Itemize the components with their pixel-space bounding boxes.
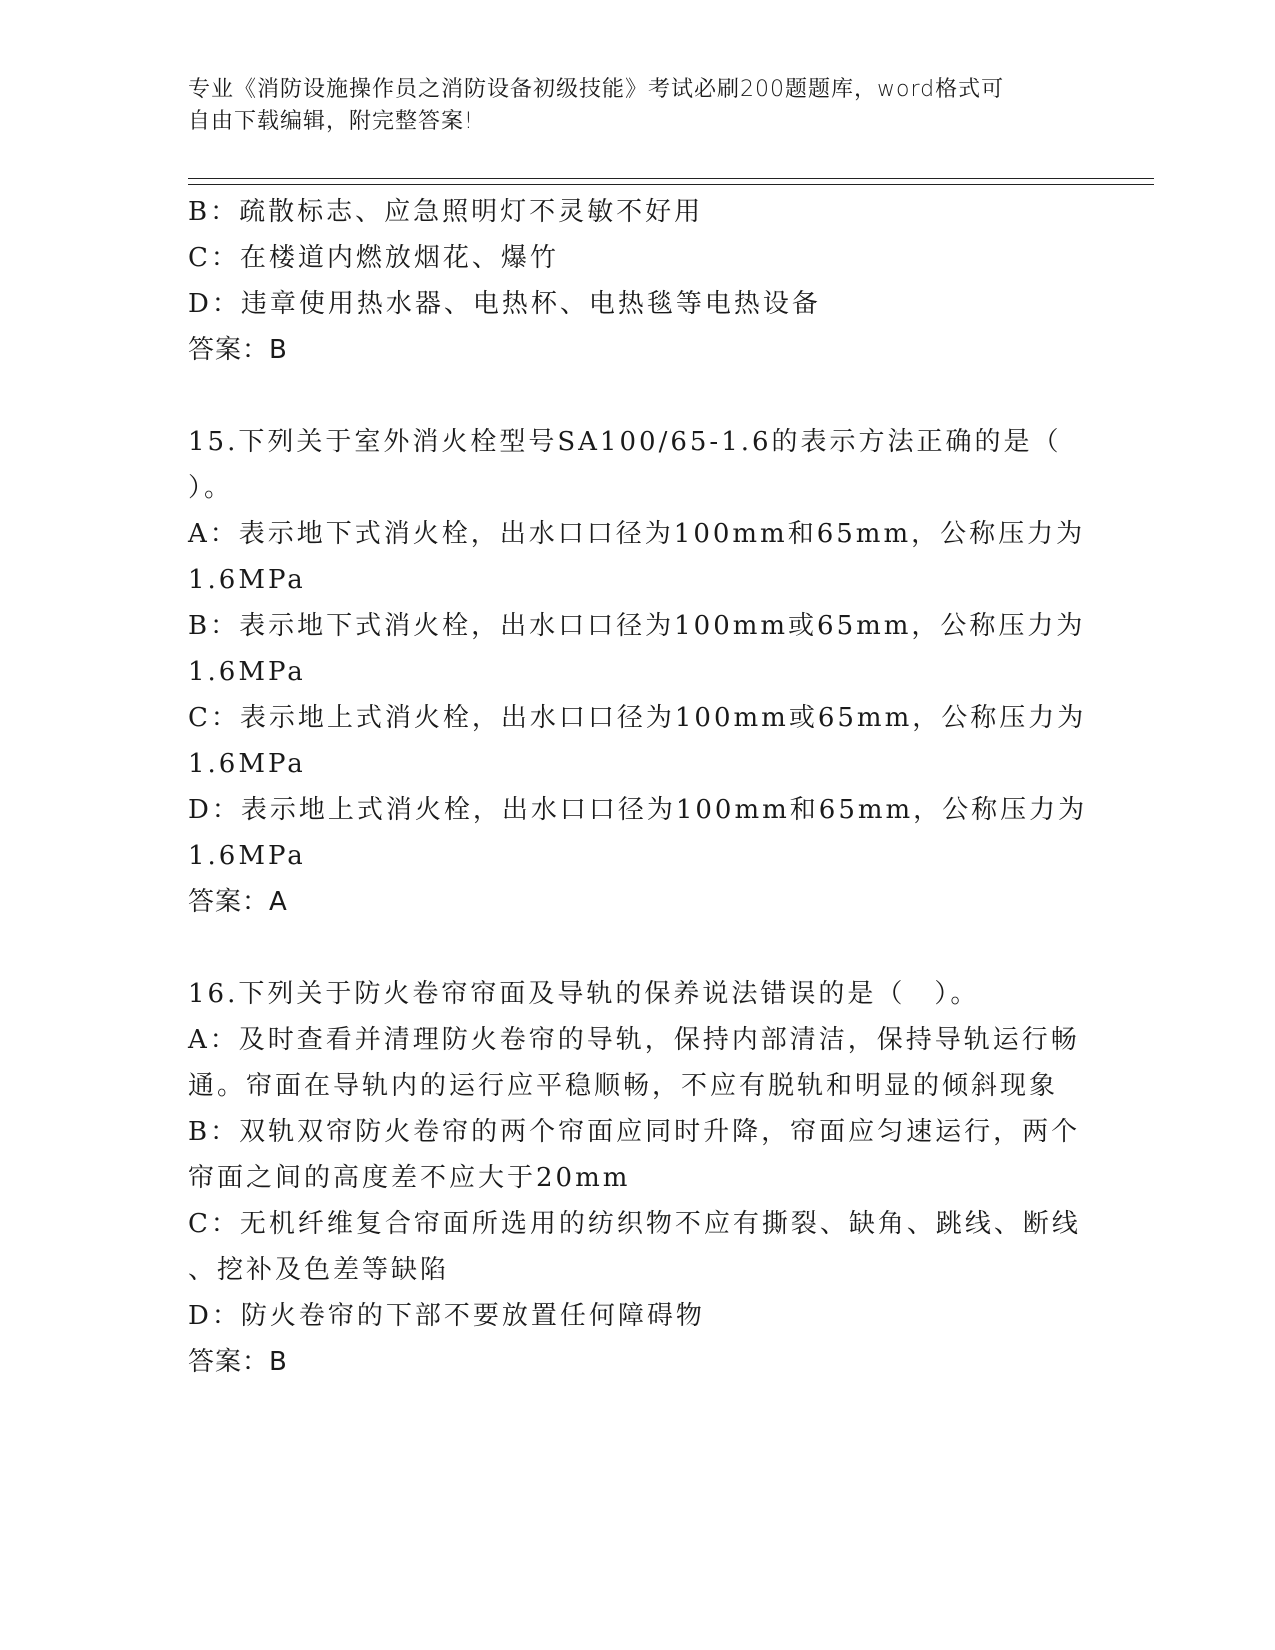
- q15-option-b: B：表示地下式消火栓，出水口口径为100mm或65mm，公称压力为: [188, 611, 1086, 641]
- q15-option-a-cont: 1.6MPa: [188, 565, 306, 595]
- q15-question-line-1: 15.下列关于室外消火栓型号SA100/65-1.6的表示方法正确的是（: [188, 427, 1062, 457]
- q16-answer: 答案：B: [188, 1347, 288, 1377]
- q15-option-c: C：表示地上式消火栓，出水口口径为100mm或65mm，公称压力为: [188, 703, 1087, 733]
- q15-option-d-cont: 1.6MPa: [188, 841, 306, 871]
- q14-option-d: D：违章使用热水器、电热杯、电热毯等电热设备: [188, 289, 821, 319]
- q16-option-c: C：无机纤维复合帘面所选用的纺织物不应有撕裂、缺角、跳线、断线: [188, 1209, 1081, 1239]
- question-16: [188, 971, 1088, 1385]
- q16-option-a: A：及时查看并清理防火卷帘的导轨，保持内部清洁，保持导轨运行畅: [188, 1025, 1080, 1055]
- q15-question-line-2: ）。: [188, 473, 234, 503]
- spacer: [188, 373, 1088, 419]
- q14-option-b: B：疏散标志、应急照明灯不灵敏不好用: [188, 197, 704, 227]
- question-15: [188, 419, 1088, 925]
- q15-option-a: A：表示地下式消火栓，出水口口径为100mm和65mm，公称压力为: [188, 519, 1086, 549]
- q14-option-c: C：在楼道内燃放烟花、爆竹: [188, 243, 559, 273]
- q16-option-a-cont: 通。帘面在导轨内的运行应平稳顺畅，不应有脱轨和明显的倾斜现象: [188, 1071, 1059, 1101]
- q16-option-d: D：防火卷帘的下部不要放置任何障碍物: [188, 1301, 705, 1331]
- q15-option-b-cont: 1.6MPa: [188, 657, 306, 687]
- q15-answer: 答案：A: [188, 887, 288, 917]
- question-14-continued: [188, 189, 1088, 373]
- spacer: [188, 925, 1088, 971]
- q16-option-b-cont: 帘面之间的高度差不应大于20mm: [188, 1163, 631, 1193]
- header-divider-bottom: [188, 184, 1154, 185]
- q14-answer: 答案：B: [188, 335, 288, 365]
- q16-question: 16.下列关于防火卷帘帘面及导轨的保养说法错误的是（ ）。: [188, 979, 980, 1009]
- q16-option-c-cont: 、挖补及色差等缺陷: [188, 1255, 450, 1285]
- document-header: [188, 74, 1068, 138]
- q16-option-b: B：双轨双帘防火卷帘的两个帘面应同时升降，帘面应匀速运行，两个: [188, 1117, 1081, 1147]
- q15-option-c-cont: 1.6MPa: [188, 749, 306, 779]
- q15-option-d: D：表示地上式消火栓，出水口口径为100mm和65mm，公称压力为: [188, 795, 1088, 825]
- header-divider-top: [188, 178, 1154, 179]
- header-line-1: 专业《消防设施操作员之消防设备初级技能》考试必刷200题题库，word格式可: [188, 77, 1005, 102]
- header-line-2: 自由下载编辑，附完整答案!: [188, 109, 474, 134]
- question-content: [188, 189, 1088, 1385]
